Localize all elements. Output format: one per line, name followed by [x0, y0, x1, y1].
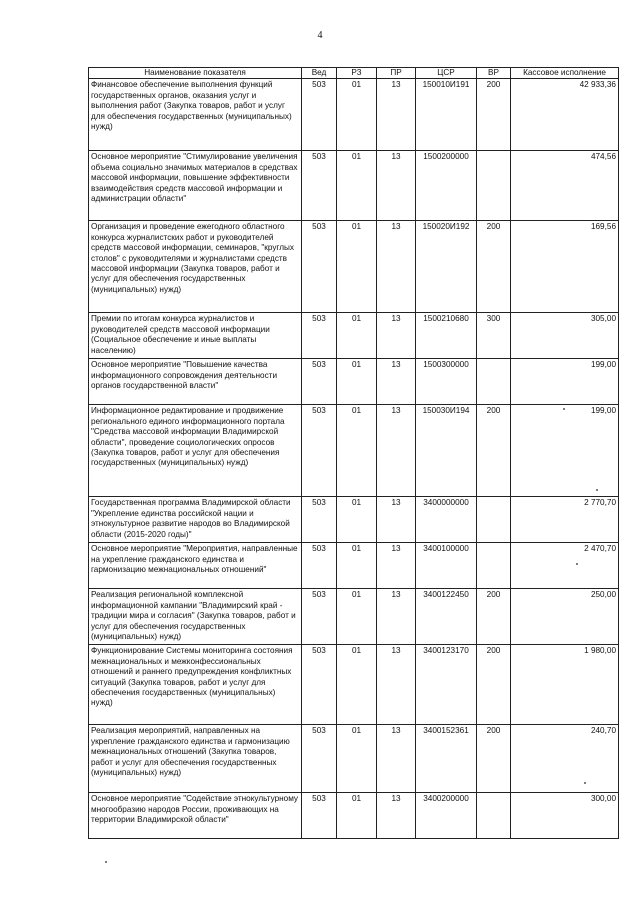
cell-rz: 01 — [337, 725, 377, 793]
cell-ved: 503 — [302, 543, 337, 589]
cell-csr: 150010И191 — [416, 79, 477, 151]
cell-vr — [477, 793, 511, 839]
cell-pr: 13 — [377, 543, 416, 589]
scan-speck — [576, 563, 578, 565]
scan-speck — [105, 861, 107, 863]
cell-vr — [477, 543, 511, 589]
cell-ved: 503 — [302, 405, 337, 497]
table-row — [89, 793, 619, 839]
cell-ved: 503 — [302, 313, 337, 359]
cell-csr: 3400152361 — [416, 725, 477, 793]
cell-amount: 169,56 — [511, 221, 619, 313]
table-row — [89, 589, 619, 645]
cell-pr: 13 — [377, 79, 416, 151]
cell-name: Основное мероприятие "Содействие этнокультурному многообразию народов России, проживающих на территории Владимирской области" — [89, 793, 302, 839]
cell-name: Реализация региональной комплексной информационной кампании "Владимирский край - традиции мира и согласия" (Закупка товаров, работ и услуг для обеспечения государственных (муниципальных) нужд) — [89, 589, 302, 645]
cell-csr: 1500200000 — [416, 151, 477, 221]
header-csr: ЦСР — [416, 68, 477, 79]
cell-pr: 13 — [377, 359, 416, 405]
cell-csr: 3400000000 — [416, 497, 477, 543]
cell-vr: 200 — [477, 589, 511, 645]
cell-name: Финансовое обеспечение выполнения функций государственных органов, оказания услуг и выполнения работ (Закупка товаров, работ и услуг для обеспечения государственных (муниципальных) нужд) — [89, 79, 302, 151]
header-pr: ПР — [377, 68, 416, 79]
cell-rz: 01 — [337, 313, 377, 359]
cell-csr: 1500300000 — [416, 359, 477, 405]
cell-csr: 150030И194 — [416, 405, 477, 497]
cell-pr: 13 — [377, 221, 416, 313]
table-row — [89, 79, 619, 151]
cell-vr: 300 — [477, 313, 511, 359]
cell-pr: 13 — [377, 497, 416, 543]
table-row — [89, 359, 619, 405]
cell-rz: 01 — [337, 645, 377, 725]
cell-ved: 503 — [302, 725, 337, 793]
cell-pr: 13 — [377, 151, 416, 221]
table-row — [89, 725, 619, 793]
cell-amount: 250,00 — [511, 589, 619, 645]
cell-vr: 200 — [477, 645, 511, 725]
scan-speck — [596, 489, 598, 491]
cell-amount: 2 470,70 — [511, 543, 619, 589]
cell-name: Информационное редактирование и продвижение регионального единого информационного портала "Средства массовой информации Владимирской области", проведение социологических опросов (Закупка товаров, работ и услуг для обеспечения государственных (муниципальных) нужд) — [89, 405, 302, 497]
cell-vr — [477, 151, 511, 221]
cell-amount: 2 770,70 — [511, 497, 619, 543]
cell-name: Премии по итогам конкурса журналистов и руководителей средств массовой информации (Социальное обеспечение и иные выплаты населению) — [89, 313, 302, 359]
table-row — [89, 543, 619, 589]
page-number: 4 — [317, 30, 323, 41]
cell-rz: 01 — [337, 151, 377, 221]
cell-pr: 13 — [377, 589, 416, 645]
table-row — [89, 645, 619, 725]
cell-vr — [477, 497, 511, 543]
table-row — [89, 221, 619, 313]
table-row — [89, 497, 619, 543]
cell-amount: 305,00 — [511, 313, 619, 359]
cell-ved: 503 — [302, 497, 337, 543]
cell-ved: 503 — [302, 221, 337, 313]
cell-rz: 01 — [337, 497, 377, 543]
cell-amount: 474,56 — [511, 151, 619, 221]
cell-csr: 3400123170 — [416, 645, 477, 725]
cell-ved: 503 — [302, 793, 337, 839]
cell-name: Государственная программа Владимирской области "Укрепление единства российской нации и этнокультурное развитие народов во Владимирской области (2015-2020 годы)" — [89, 497, 302, 543]
cell-rz: 01 — [337, 543, 377, 589]
cell-ved: 503 — [302, 359, 337, 405]
cell-amount: 199,00 — [511, 359, 619, 405]
cell-amount: 1 980,00 — [511, 645, 619, 725]
cell-rz: 01 — [337, 221, 377, 313]
cell-csr: 3400200000 — [416, 793, 477, 839]
cell-pr: 13 — [377, 725, 416, 793]
cell-pr: 13 — [377, 405, 416, 497]
table-header-row — [89, 68, 619, 79]
header-name: Наименование показателя — [89, 68, 302, 79]
cell-name: Основное мероприятие "Мероприятия, направленные на укрепление гражданского единства и гармонизацию межнациональных отношений" — [89, 543, 302, 589]
budget-execution-table — [88, 67, 619, 839]
cell-rz: 01 — [337, 405, 377, 497]
cell-name: Основное мероприятие "Повышение качества информационного сопровождения деятельности органов государственной власти" — [89, 359, 302, 405]
scan-speck — [563, 408, 565, 410]
cell-pr: 13 — [377, 313, 416, 359]
cell-amount: 42 933,36 — [511, 79, 619, 151]
cell-vr — [477, 359, 511, 405]
cell-rz: 01 — [337, 793, 377, 839]
cell-csr: 150020И192 — [416, 221, 477, 313]
header-ved: Вед — [302, 68, 337, 79]
cell-ved: 503 — [302, 79, 337, 151]
cell-ved: 503 — [302, 645, 337, 725]
cell-vr: 200 — [477, 405, 511, 497]
cell-vr: 200 — [477, 725, 511, 793]
header-amount: Кассовое исполнение — [511, 68, 619, 79]
cell-pr: 13 — [377, 645, 416, 725]
table-row — [89, 151, 619, 221]
cell-name: Функционирование Системы мониторинга состояния межнациональных и межконфессиональных отношений и раннего предупреждения конфликтных ситуаций (Закупка товаров, работ и услуг для обеспечения государственных (муниципальных) нужд) — [89, 645, 302, 725]
cell-pr: 13 — [377, 793, 416, 839]
cell-vr: 200 — [477, 79, 511, 151]
cell-rz: 01 — [337, 79, 377, 151]
cell-ved: 503 — [302, 589, 337, 645]
cell-rz: 01 — [337, 359, 377, 405]
cell-csr: 3400100000 — [416, 543, 477, 589]
cell-amount: 199,00 — [511, 405, 619, 497]
cell-csr: 1500210680 — [416, 313, 477, 359]
cell-name: Организация и проведение ежегодного областного конкурса журналистских работ и руководителей средств массовой информации, семинаров, "круглых столов" с руководителями и журналистами средств массовой информации (Закупка товаров, работ и услуг для обеспечения государственных (муниципальных) нужд) — [89, 221, 302, 313]
scan-speck — [584, 782, 586, 784]
cell-amount: 300,00 — [511, 793, 619, 839]
cell-vr: 200 — [477, 221, 511, 313]
table-row — [89, 405, 619, 497]
cell-name: Основное мероприятие "Стимулирование увеличения объема социально значимых материалов в средствах массовой информации, повышение эффективности взаимодействия средств массовой информации и администрации области" — [89, 151, 302, 221]
cell-rz: 01 — [337, 589, 377, 645]
header-vr: ВР — [477, 68, 511, 79]
cell-ved: 503 — [302, 151, 337, 221]
cell-amount: 240,70 — [511, 725, 619, 793]
header-rz: РЗ — [337, 68, 377, 79]
cell-csr: 3400122450 — [416, 589, 477, 645]
table-row — [89, 313, 619, 359]
cell-name: Реализация мероприятий, направленных на укрепление гражданского единства и гармонизацию межнациональных отношений (Закупка товаров, работ и услуг для обеспечения государственных (муниципальных) нужд) — [89, 725, 302, 793]
